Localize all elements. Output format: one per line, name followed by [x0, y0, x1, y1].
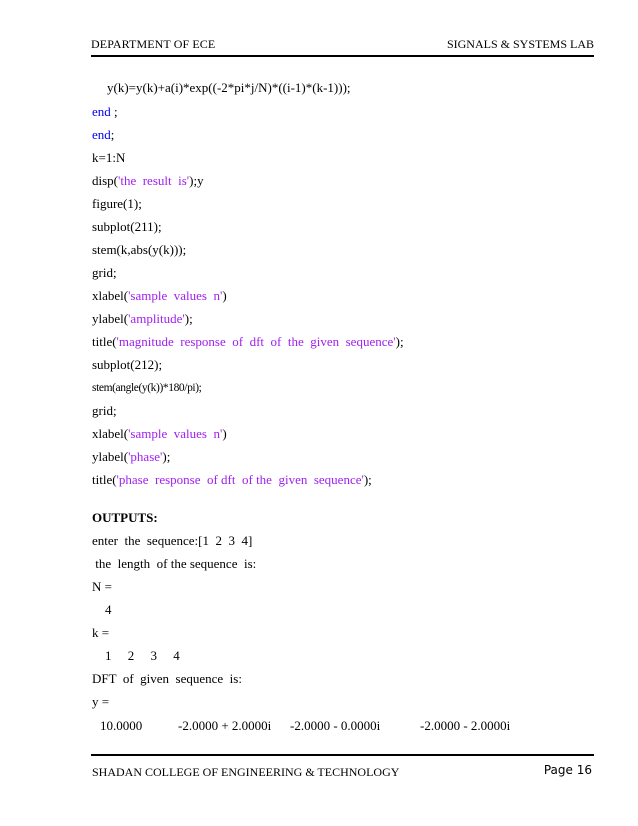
code-line-16: xlabel('sample values n') — [92, 426, 227, 441]
page-number: Page 16 — [543, 763, 592, 777]
keyword-end: end — [92, 104, 111, 119]
code-line-18: title('phase response of dft of the given sequence'); — [92, 472, 372, 487]
outputs-heading: OUTPUTS: — [92, 510, 158, 525]
dft-value: -2.0000 + 2.0000i — [178, 718, 272, 733]
output-line-8: y = — [92, 694, 110, 709]
code-line-7: subplot(211); — [92, 219, 162, 234]
code-line-17: ylabel('phase'); — [92, 449, 171, 464]
page-header — [91, 35, 594, 57]
code-line-11: ylabel('amplitude'); — [92, 311, 193, 326]
output-line-6: 1 2 3 4 — [92, 648, 180, 663]
string-literal: 'sample values n' — [128, 426, 223, 441]
code-line-10: xlabel('sample values n') — [92, 288, 227, 303]
header-lab-name: SIGNALS & SYSTEMS LAB — [446, 37, 594, 51]
dft-value: -2.0000 - 0.0000i — [290, 718, 381, 733]
footer-college-name: SHADAN COLLEGE OF ENGINEERING & TECHNOLOGY — [92, 765, 400, 779]
string-literal: 'magnitude response of dft of the given sequence' — [116, 334, 396, 349]
code-line-1: y(k)=y(k)+a(i)*exp((-2*pi*j/N)*((i-1)*(k-1))); — [107, 80, 351, 95]
string-literal: 'sample values n' — [128, 288, 223, 303]
dft-value: 10.0000 — [100, 718, 143, 733]
code-line-2: end ; — [92, 104, 118, 119]
code-line-9: grid; — [92, 265, 117, 280]
output-line-4: 4 — [92, 602, 112, 617]
output-line-7: DFT of given sequence is: — [92, 671, 242, 686]
output-line-2: the length of the sequence is: — [92, 556, 257, 571]
string-literal: 'phase response of dft of the given sequence' — [116, 472, 364, 487]
code-line-8: stem(k,abs(y(k))); — [92, 242, 187, 257]
code-line-6: figure(1); — [92, 196, 142, 211]
header-department: DEPARTMENT OF ECE — [91, 37, 216, 51]
code-line-3: end; — [92, 127, 115, 142]
keyword-end: end — [92, 127, 111, 142]
output-line-3: N = — [92, 579, 112, 594]
string-literal: 'the result is' — [118, 173, 190, 188]
page-footer — [91, 754, 594, 786]
code-line-14: stem(angle(y(k))*180/pi); — [92, 382, 202, 394]
string-literal: 'phase' — [128, 449, 163, 464]
code-line-13: subplot(212); — [92, 357, 163, 372]
output-line-1: enter the sequence:[1 2 3 4] — [92, 533, 253, 548]
string-literal: 'amplitude' — [128, 311, 185, 326]
code-line-12: title('magnitude response of dft of the given sequence'); — [92, 334, 404, 349]
dft-value: -2.0000 - 2.0000i — [420, 718, 511, 733]
code-line-4: k=1:N — [92, 150, 126, 165]
output-line-5: k = — [92, 625, 110, 640]
code-line-5: disp('the result is');y — [92, 173, 204, 188]
code-line-15: grid; — [92, 403, 117, 418]
